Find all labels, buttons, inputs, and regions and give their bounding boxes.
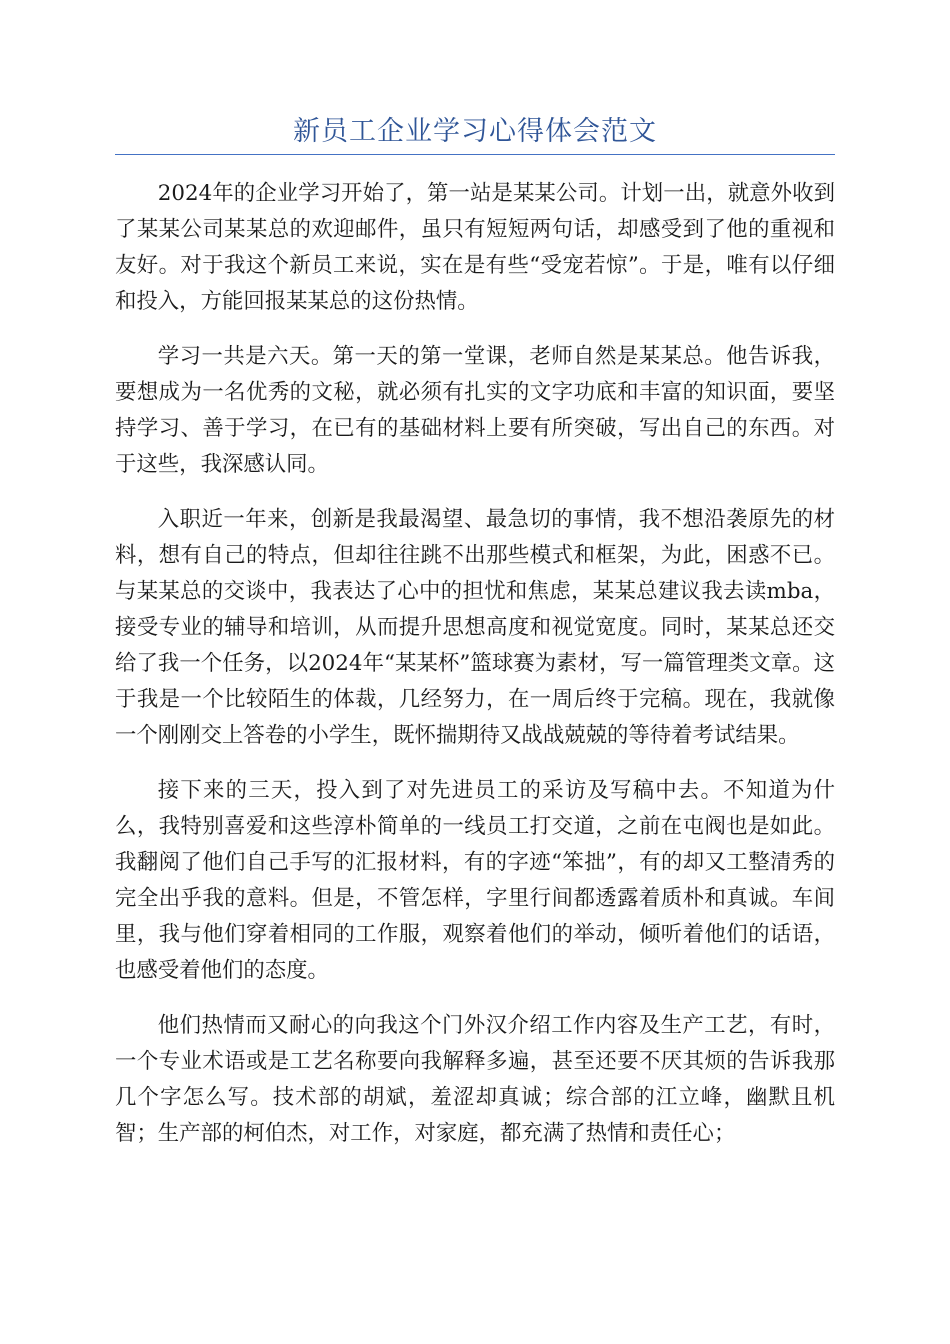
title-underline <box>115 154 835 155</box>
document-body <box>115 176 835 1171</box>
paragraph-2: 学习一共是六天。第一天的第一堂课，老师自然是某某总。他告诉我，要想成为一名优秀的文秘，就必须有扎实的文字功底和丰富的知识面，要坚持学习、善于学习，在已有的基础材料上要有所突破，写出自己的东西。对于这些，我深感认同。 <box>115 344 835 477</box>
paragraph-5: 他们热情而又耐心的向我这个门外汉介绍工作内容及生产工艺，有时，一个专业术语或是工艺名称要向我解释多遍，甚至还要不厌其烦的告诉我那几个字怎么写。技术部的胡斌，羞涩却真诚；综合部的江立峰，幽默且机智；生产部的柯伯杰，对工作，对家庭，都充满了热情和责任心； <box>115 1013 835 1146</box>
paragraph-3: 入职近一年来，创新是我最渴望、最急切的事情，我不想沿袭原先的材料，想有自己的特点，但却往往跳不出那些模式和框架，为此，困惑不已。与某某总的交谈中，我表达了心中的担忧和焦虑，某某总建议我去读mba，接受专业的辅导和培训，从而提升思想高度和视觉宽度。同时，某某总还交给了我一个任务，以2024年“某某杯”篮球赛为素材，写一篇管理类文章。这于我是一个比较陌生的体裁，几经努力，在一周后终于完稿。现在，我就像一个刚刚交上答卷的小学生，既怀揣期待又战战兢兢的等待着考试结果。 <box>115 507 835 748</box>
paragraph-1: 2024年的企业学习开始了，第一站是某某公司。计划一出，就意外收到了某某公司某某总的欢迎邮件，虽只有短短两句话，却感受到了他的重视和友好。对于我这个新员工来说，实在是有些“受宠若惊”。于是，唯有以仔细和投入，方能回报某某总的这份热情。 <box>115 181 835 314</box>
paragraph-4: 接下来的三天，投入到了对先进员工的采访及写稿中去。不知道为什么，我特别喜爱和这些淳朴简单的一线员工打交道，之前在屯阀也是如此。我翻阅了他们自己手写的汇报材料，有的字迹“笨拙”，有的却又工整清秀的完全出乎我的意料。但是，不管怎样，字里行间都透露着质朴和真诚。车间里，我与他们穿着相同的工作服，观察着他们的举动，倾听着他们的话语，也感受着他们的态度。 <box>115 778 835 983</box>
document-title: 新员工企业学习心得体会范文 <box>293 116 657 147</box>
